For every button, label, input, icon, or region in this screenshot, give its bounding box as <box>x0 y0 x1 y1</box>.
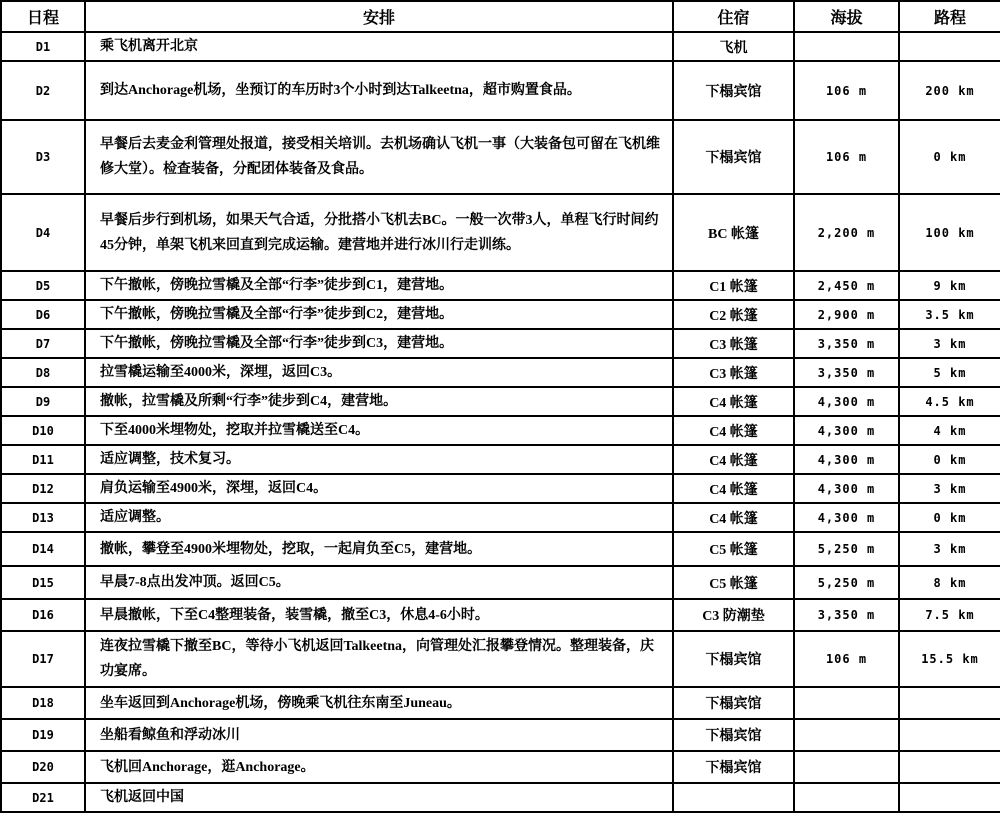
altitude-cell <box>794 751 899 783</box>
plan-cell: 下午撤帐，傍晚拉雪橇及全部“行李”徒步到C3，建营地。 <box>85 329 673 358</box>
day-cell: D21 <box>1 783 85 812</box>
column-header-altitude: 海拔 <box>794 1 899 32</box>
day-cell: D18 <box>1 687 85 719</box>
altitude-cell: 106 m <box>794 61 899 120</box>
altitude-cell: 3,350 m <box>794 358 899 387</box>
plan-cell: 连夜拉雪橇下撤至BC，等待小飞机返回Talkeetna，向管理处汇报攀登情况。整理装备，庆功宴席。 <box>85 631 673 687</box>
plan-cell: 飞机返回中国 <box>85 783 673 812</box>
day-cell: D6 <box>1 300 85 329</box>
day-cell: D20 <box>1 751 85 783</box>
distance-cell <box>899 687 1000 719</box>
day-cell: D10 <box>1 416 85 445</box>
stay-cell: C1 帐篷 <box>673 271 794 300</box>
altitude-cell: 5,250 m <box>794 532 899 566</box>
stay-cell: C5 帐篷 <box>673 532 794 566</box>
distance-cell: 3 km <box>899 474 1000 503</box>
altitude-cell <box>794 32 899 61</box>
altitude-cell: 2,200 m <box>794 194 899 271</box>
altitude-cell: 4,300 m <box>794 474 899 503</box>
table-row <box>1 445 1000 474</box>
altitude-cell: 4,300 m <box>794 387 899 416</box>
altitude-cell <box>794 783 899 812</box>
altitude-cell: 3,350 m <box>794 599 899 631</box>
table-row <box>1 194 1000 271</box>
day-cell: D15 <box>1 566 85 599</box>
plan-cell: 早晨撤帐，下至C4整理装备，装雪橇，撤至C3，休息4-6小时。 <box>85 599 673 631</box>
table-row <box>1 358 1000 387</box>
day-cell: D11 <box>1 445 85 474</box>
stay-cell: C3 帐篷 <box>673 358 794 387</box>
day-cell: D7 <box>1 329 85 358</box>
distance-cell <box>899 32 1000 61</box>
stay-cell: 下榻宾馆 <box>673 631 794 687</box>
stay-cell: C2 帐篷 <box>673 300 794 329</box>
plan-cell: 适应调整，技术复习。 <box>85 445 673 474</box>
stay-cell: C4 帐篷 <box>673 503 794 532</box>
table-row <box>1 599 1000 631</box>
table-row <box>1 61 1000 120</box>
day-cell: D9 <box>1 387 85 416</box>
table-row <box>1 687 1000 719</box>
stay-cell <box>673 783 794 812</box>
day-cell: D2 <box>1 61 85 120</box>
day-cell: D16 <box>1 599 85 631</box>
distance-cell: 200 km <box>899 61 1000 120</box>
table-row <box>1 783 1000 812</box>
plan-cell: 撤帐，拉雪橇及所剩“行李”徒步到C4，建营地。 <box>85 387 673 416</box>
table-row <box>1 120 1000 194</box>
column-header-stay: 住宿 <box>673 1 794 32</box>
stay-cell: 下榻宾馆 <box>673 751 794 783</box>
day-cell: D14 <box>1 532 85 566</box>
stay-cell: C4 帐篷 <box>673 387 794 416</box>
plan-cell: 坐车返回到Anchorage机场，傍晚乘飞机往东南至Juneau。 <box>85 687 673 719</box>
column-header-plan: 安排 <box>85 1 673 32</box>
stay-cell: C3 帐篷 <box>673 329 794 358</box>
day-cell: D1 <box>1 32 85 61</box>
altitude-cell: 106 m <box>794 631 899 687</box>
table-header <box>1 1 1000 32</box>
plan-cell: 拉雪橇运输至4000米，深埋，返回C3。 <box>85 358 673 387</box>
table-row <box>1 271 1000 300</box>
stay-cell: 下榻宾馆 <box>673 719 794 751</box>
plan-cell: 早晨7-8点出发冲顶。返回C5。 <box>85 566 673 599</box>
distance-cell: 3 km <box>899 532 1000 566</box>
stay-cell: BC 帐篷 <box>673 194 794 271</box>
distance-cell: 0 km <box>899 120 1000 194</box>
distance-cell: 3 km <box>899 329 1000 358</box>
stay-cell: 下榻宾馆 <box>673 687 794 719</box>
plan-cell: 早餐后步行到机场，如果天气合适，分批搭小飞机去BC。一般一次带3人，单程飞行时间约45分钟，单架飞机来回直到完成运输。建营地并进行冰川行走训练。 <box>85 194 673 271</box>
table-row <box>1 503 1000 532</box>
distance-cell: 0 km <box>899 445 1000 474</box>
plan-cell: 坐船看鲸鱼和浮动冰川 <box>85 719 673 751</box>
plan-cell: 下午撤帐，傍晚拉雪橇及全部“行李”徒步到C1，建营地。 <box>85 271 673 300</box>
stay-cell: C3 防潮垫 <box>673 599 794 631</box>
distance-cell <box>899 783 1000 812</box>
stay-cell: C4 帐篷 <box>673 416 794 445</box>
plan-cell: 肩负运输至4900米，深埋，返回C4。 <box>85 474 673 503</box>
altitude-cell: 4,300 m <box>794 416 899 445</box>
stay-cell: C5 帐篷 <box>673 566 794 599</box>
altitude-cell <box>794 687 899 719</box>
altitude-cell: 3,350 m <box>794 329 899 358</box>
distance-cell <box>899 719 1000 751</box>
altitude-cell: 4,300 m <box>794 503 899 532</box>
distance-cell: 3.5 km <box>899 300 1000 329</box>
table-row <box>1 300 1000 329</box>
table-row <box>1 532 1000 566</box>
distance-cell: 15.5 km <box>899 631 1000 687</box>
stay-cell: 下榻宾馆 <box>673 61 794 120</box>
distance-cell: 4 km <box>899 416 1000 445</box>
header-row <box>1 1 1000 32</box>
plan-cell: 下至4000米埋物处，挖取并拉雪橇送至C4。 <box>85 416 673 445</box>
distance-cell <box>899 751 1000 783</box>
day-cell: D19 <box>1 719 85 751</box>
table-row <box>1 474 1000 503</box>
day-cell: D4 <box>1 194 85 271</box>
table-row <box>1 631 1000 687</box>
day-cell: D8 <box>1 358 85 387</box>
day-cell: D3 <box>1 120 85 194</box>
plan-cell: 早餐后去麦金利管理处报道，接受相关培训。去机场确认飞机一事（大装备包可留在飞机维修大堂）。检查装备，分配团体装备及食品。 <box>85 120 673 194</box>
plan-cell: 适应调整。 <box>85 503 673 532</box>
table-row <box>1 719 1000 751</box>
day-cell: D5 <box>1 271 85 300</box>
day-cell: D12 <box>1 474 85 503</box>
day-cell: D17 <box>1 631 85 687</box>
altitude-cell: 2,900 m <box>794 300 899 329</box>
altitude-cell <box>794 719 899 751</box>
table-row <box>1 416 1000 445</box>
day-cell: D13 <box>1 503 85 532</box>
plan-cell: 乘飞机离开北京 <box>85 32 673 61</box>
distance-cell: 0 km <box>899 503 1000 532</box>
plan-cell: 到达Anchorage机场，坐预订的车历时3个小时到达Talkeetna，超市购置食品。 <box>85 61 673 120</box>
table-row <box>1 387 1000 416</box>
distance-cell: 9 km <box>899 271 1000 300</box>
table-row <box>1 329 1000 358</box>
stay-cell: 飞机 <box>673 32 794 61</box>
stay-cell: C4 帐篷 <box>673 445 794 474</box>
plan-cell: 飞机回Anchorage，逛Anchorage。 <box>85 751 673 783</box>
table-row <box>1 566 1000 599</box>
distance-cell: 100 km <box>899 194 1000 271</box>
altitude-cell: 2,450 m <box>794 271 899 300</box>
altitude-cell: 106 m <box>794 120 899 194</box>
distance-cell: 7.5 km <box>899 599 1000 631</box>
stay-cell: 下榻宾馆 <box>673 120 794 194</box>
distance-cell: 4.5 km <box>899 387 1000 416</box>
plan-cell: 下午撤帐，傍晚拉雪橇及全部“行李”徒步到C2，建营地。 <box>85 300 673 329</box>
itinerary-body <box>1 32 1000 812</box>
distance-cell: 5 km <box>899 358 1000 387</box>
column-header-day: 日程 <box>1 1 85 32</box>
plan-cell: 撤帐，攀登至4900米埋物处，挖取，一起肩负至C5，建营地。 <box>85 532 673 566</box>
distance-cell: 8 km <box>899 566 1000 599</box>
altitude-cell: 4,300 m <box>794 445 899 474</box>
column-header-distance: 路程 <box>899 1 1000 32</box>
table-row <box>1 32 1000 61</box>
stay-cell: C4 帐篷 <box>673 474 794 503</box>
altitude-cell: 5,250 m <box>794 566 899 599</box>
table-row <box>1 751 1000 783</box>
